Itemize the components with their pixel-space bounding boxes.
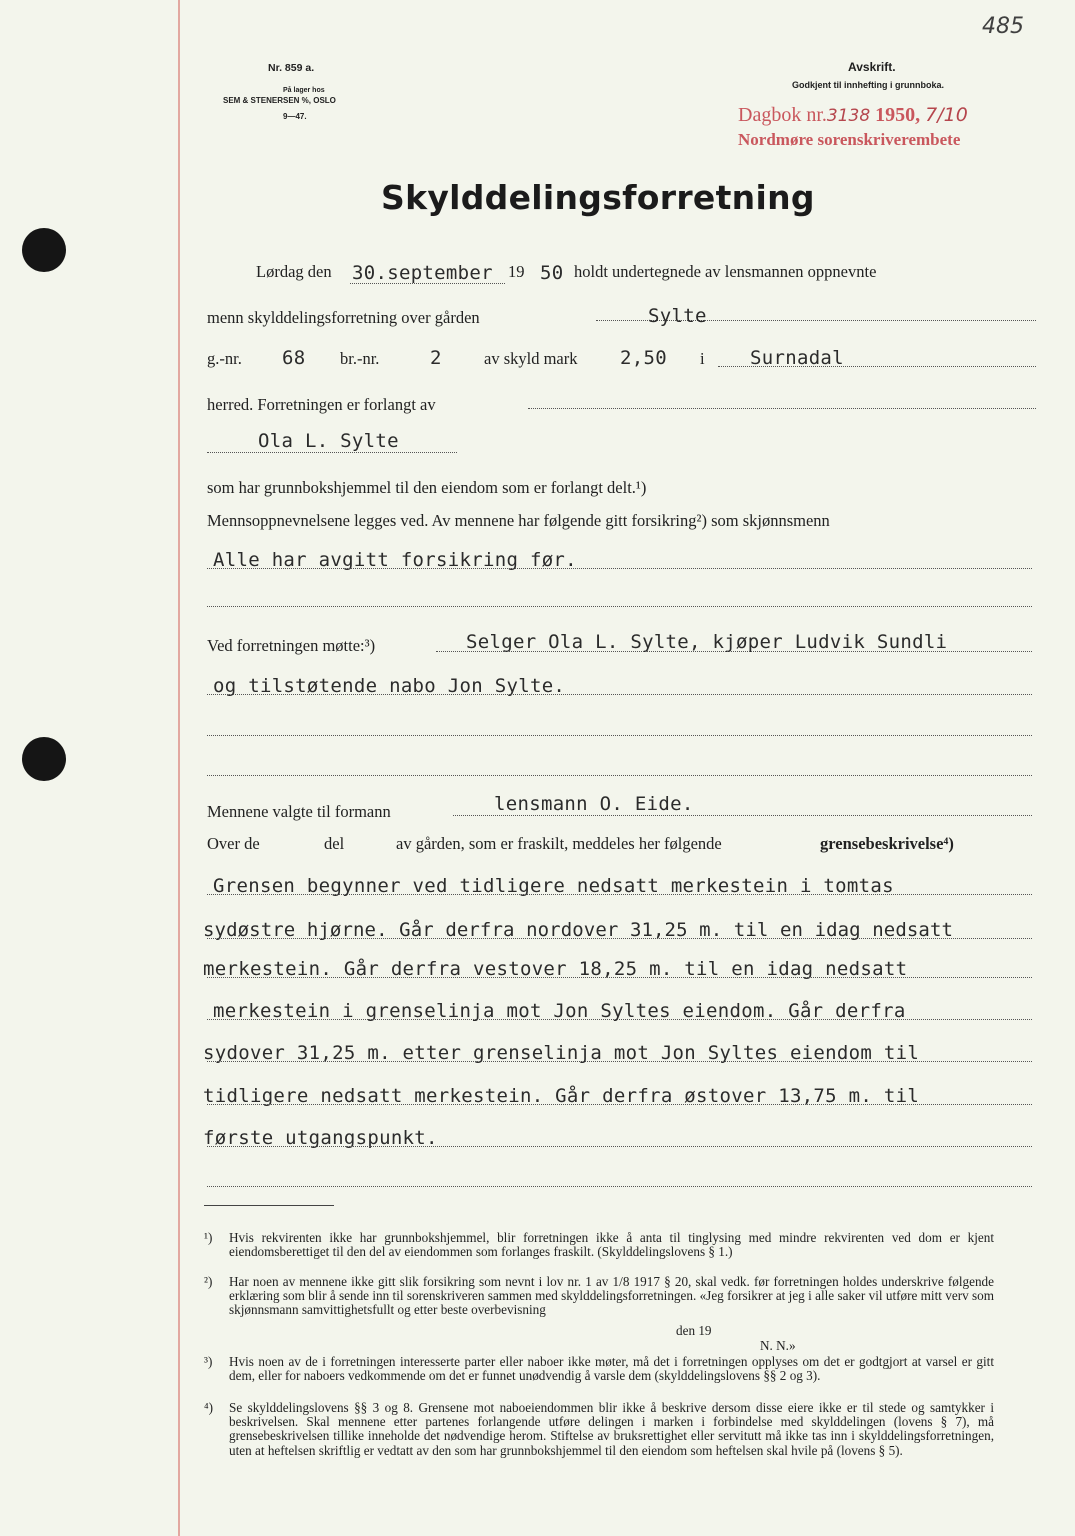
margin-line [178,0,180,1536]
publisher-line: På lager hos [283,87,325,94]
bnr-value: 2 [430,347,442,369]
footnote [204,1355,994,1383]
description-line: Grensen begynner ved tidligere nedsatt merkestein i tomtas [213,875,894,897]
over-label: Over de [207,834,260,853]
approval-text: Godkjent til innhefting i grunnboka. [792,80,944,90]
del-label: del [324,834,345,853]
footnote-number: ⁴) [204,1400,213,1415]
requester-name: Ola L. Sylte [258,430,399,452]
footnote-text: Se skylddelingslovens §§ 3 og 8. Grensene mot naboeiendommen blir ikke å beskrive dersom disse eiere ikke er til stede og samtykker i beskrivelsen. Skal mennene etter partenes forlangende utføre delingen i marken i forbindelse med skylddelingen (lovens § 7), må grensebeskrivelsen tillike inneholde det nødvendige herom. Stiftelse av bruksrettighet eller servitutt må ikke tas inn i skylddelingsforretningen, uten at heftelsen skriftlig er vedtatt av den som har grunnbokshjemmel til den eiendom som heftelsen skal hvile på (lovens § 5). [229,1400,994,1458]
footnote-text: Hvis noen av de i forretningen interesserte parter eller naboer ikke møter, må det i forretningen opplyses om det er godtgjort at varsel er gitt dem, eller for naboers vedkommende om det er funnet unødvendig å varsle dem (skylddelingslovens §§ 2 og 3). [229,1354,994,1384]
attendance-label: Ved forretningen møtte:³) [207,636,376,655]
footnote [204,1231,994,1259]
line6-label: som har grunnbokshjemmel til den eiendom som er forlangt delt.¹) [207,478,647,497]
farm-name: Sylte [648,305,707,327]
punch-hole [22,228,66,272]
footnote-number: ²) [204,1274,213,1289]
form-number: Nr. 859 a. [268,62,315,74]
stamp-number: 3138 [826,106,871,126]
attendance-text-2: og tilstøtende nabo Jon Sylte. [213,675,566,697]
skyld-label: av skyld mark [484,349,578,368]
footnote-text: Har noen av mennene ikke gitt slik forsikring som nevnt i lov nr. 1 av 1/8 1917 § 20, skal vedk. før forretningen holdes underskrive følgende erklæring som blir å sende inn til sorenskriveren sammen med skylddelingsforretningen. «Jeg forsikrer at jeg i alle saker vil utføre mitt verv som skjønnsmann samvittighetsfullt og etter beste overbevisning [229,1274,994,1318]
footnote [204,1275,994,1318]
publisher-line: SEM & STENERSEN %, OSLO [223,96,336,105]
footnote-signature: N. N.» [760,1338,796,1353]
attendance-text: Selger Ola L. Sylte, kjøper Ludvik Sundli [466,631,948,653]
description-line: merkestein i grenselinja mot Jon Syltes eiendom. Går derfra [213,1000,906,1022]
line7-label: Mennsoppnevnelsene legges ved. Av mennene har følgende gitt forsikring²) som skjønnsmenn [207,511,830,530]
footnote-rule [204,1205,334,1206]
stamp-prefix: Dagbok nr. [738,104,827,126]
description-line: sydover 31,25 m. etter grenselinja mot Jon Syltes eiendom til [203,1042,920,1064]
year-prefix: 19 [508,262,525,281]
line2-label: menn skylddelingsforretning over gården [207,308,480,327]
stamp-year: 1950, [875,104,921,126]
gnr-value: 68 [282,347,306,369]
footnote [204,1401,994,1458]
page-number: 485 [982,14,1024,39]
gnr-label: g.-nr. [207,349,242,368]
description-line: første utgangspunkt. [203,1127,438,1149]
municipality: Surnadal [750,347,844,369]
stamp-office: Nordmøre sorenskriverembete [738,130,961,149]
footnote-number: ¹) [204,1230,213,1245]
line15-rest: av gården, som er fraskilt, meddeles her følgende [396,834,722,853]
i-label: i [700,349,705,368]
bnr-label: br.-nr. [340,349,380,368]
line4-label: herred. Forretningen er forlangt av [207,395,436,414]
copy-label: Avskrift. [848,60,896,74]
skyld-value: 2,50 [620,347,667,369]
description-line: sydøstre hjørne. Går derfra nordover 31,25 m. til en idag nedsatt [203,919,954,941]
day-label: Lørdag den [256,262,332,281]
description-line: merkestein. Går derfra vestover 18,25 m. til en idag nedsatt [203,958,908,980]
date-value: 30.september [352,262,493,284]
stamp-date: 7/10 [925,104,968,126]
boundary-label: grensebeskrivelse⁴) [820,834,954,853]
footnote-text: Hvis rekvirenten ikke har grunnbokshjemmel, blir forretningen ikke å anta til tinglysing med mindre rekvirenten ved dom er kjent eiendomsberettiget til den del av eiendommen som forlanges fraskilt. (Skylddelingslovens § 1.) [229,1230,994,1260]
publisher-line: 9—47. [283,112,307,121]
chairman-text: lensmann O. Eide. [494,793,694,815]
footnote-date-line: den 19 [676,1323,712,1338]
description-line: tidligere nedsatt merkestein. Går derfra østover 13,75 m. til [203,1085,920,1107]
diary-stamp [738,104,968,127]
year-value: 50 [540,262,564,284]
punch-hole [22,737,66,781]
line1-rest: holdt undertegnede av lensmannen oppnevnte [574,262,877,281]
insurance-text: Alle har avgitt forsikring før. [213,549,577,571]
document-title: Skylddelingsforretning [381,178,815,217]
chairman-label: Mennene valgte til formann [207,802,391,821]
footnote-number: ³) [204,1354,213,1369]
